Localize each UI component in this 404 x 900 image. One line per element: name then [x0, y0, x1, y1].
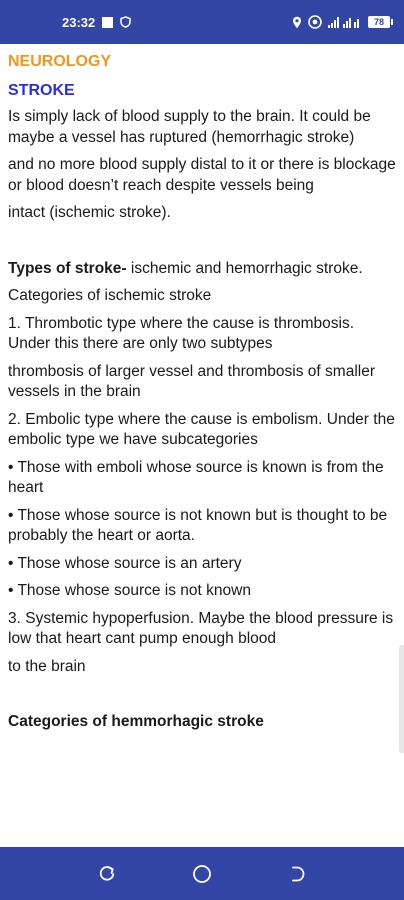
paragraph: intact (ischemic stroke).	[8, 204, 171, 221]
navigation-bar	[0, 847, 404, 900]
back-button[interactable]	[277, 854, 317, 894]
location-icon	[292, 16, 302, 29]
paragraph: 1. Thrombotic type where the cause is thrombosis. Under this there are only two subtypes	[8, 314, 355, 352]
list-item: • Those whose source is not known but is thought to be probably the heart or aorta.	[8, 506, 388, 544]
paragraph: 2. Embolic type where the cause is embolism. Under the embolic type we have subcategories	[8, 410, 395, 448]
list-item: • Those with emboli whose source is known is from the heart	[8, 458, 384, 496]
signal-icon	[328, 16, 362, 28]
recent-apps-button[interactable]	[87, 854, 127, 894]
home-icon	[192, 864, 212, 884]
recent-apps-icon	[98, 865, 116, 883]
paragraph: and no more blood supply distal to it or there is blockage or blood doesn’t reach despite vessels being	[8, 156, 396, 194]
edge-panel-handle[interactable]	[399, 645, 404, 753]
paragraph: to the brain	[8, 657, 86, 675]
list-item: • Those whose source is an artery	[8, 554, 242, 572]
battery-icon: 78	[368, 16, 390, 28]
spacer	[8, 231, 396, 259]
paragraph: Categories of ischemic stroke	[8, 287, 212, 304]
types-text: ischemic and hemorrhagic stroke.	[126, 259, 363, 277]
paragraph: Is simply lack of blood supply to the brain. It could be maybe a vessel has ruptured (hemorrhagic stroke)	[8, 108, 371, 146]
types-paragraph	[8, 259, 396, 280]
status-left	[62, 15, 131, 30]
subject-heading: NEUROLOGY	[8, 53, 112, 70]
article-content[interactable]	[0, 44, 404, 847]
status-bar	[0, 0, 404, 44]
home-button[interactable]	[182, 854, 222, 894]
paragraph: 3. Systemic hypoperfusion. Maybe the blood pressure is low that heart cant pump enough blood	[8, 609, 394, 647]
status-time: 23:32	[62, 14, 96, 30]
list-item: • Those whose source is not known	[8, 582, 251, 599]
types-label: Types of stroke-	[8, 259, 127, 277]
status-right	[292, 15, 390, 29]
spacer	[8, 684, 396, 712]
paragraph: thrombosis of larger vessel and thrombosis of smaller vessels in the brain	[8, 362, 375, 400]
topic-heading: STROKE	[8, 81, 75, 99]
hotspot-icon	[308, 15, 322, 29]
shield-icon	[120, 16, 131, 28]
subheading: Categories of hemmorhagic stroke	[8, 713, 264, 730]
notification-square-icon	[102, 17, 113, 28]
back-icon	[289, 865, 305, 883]
